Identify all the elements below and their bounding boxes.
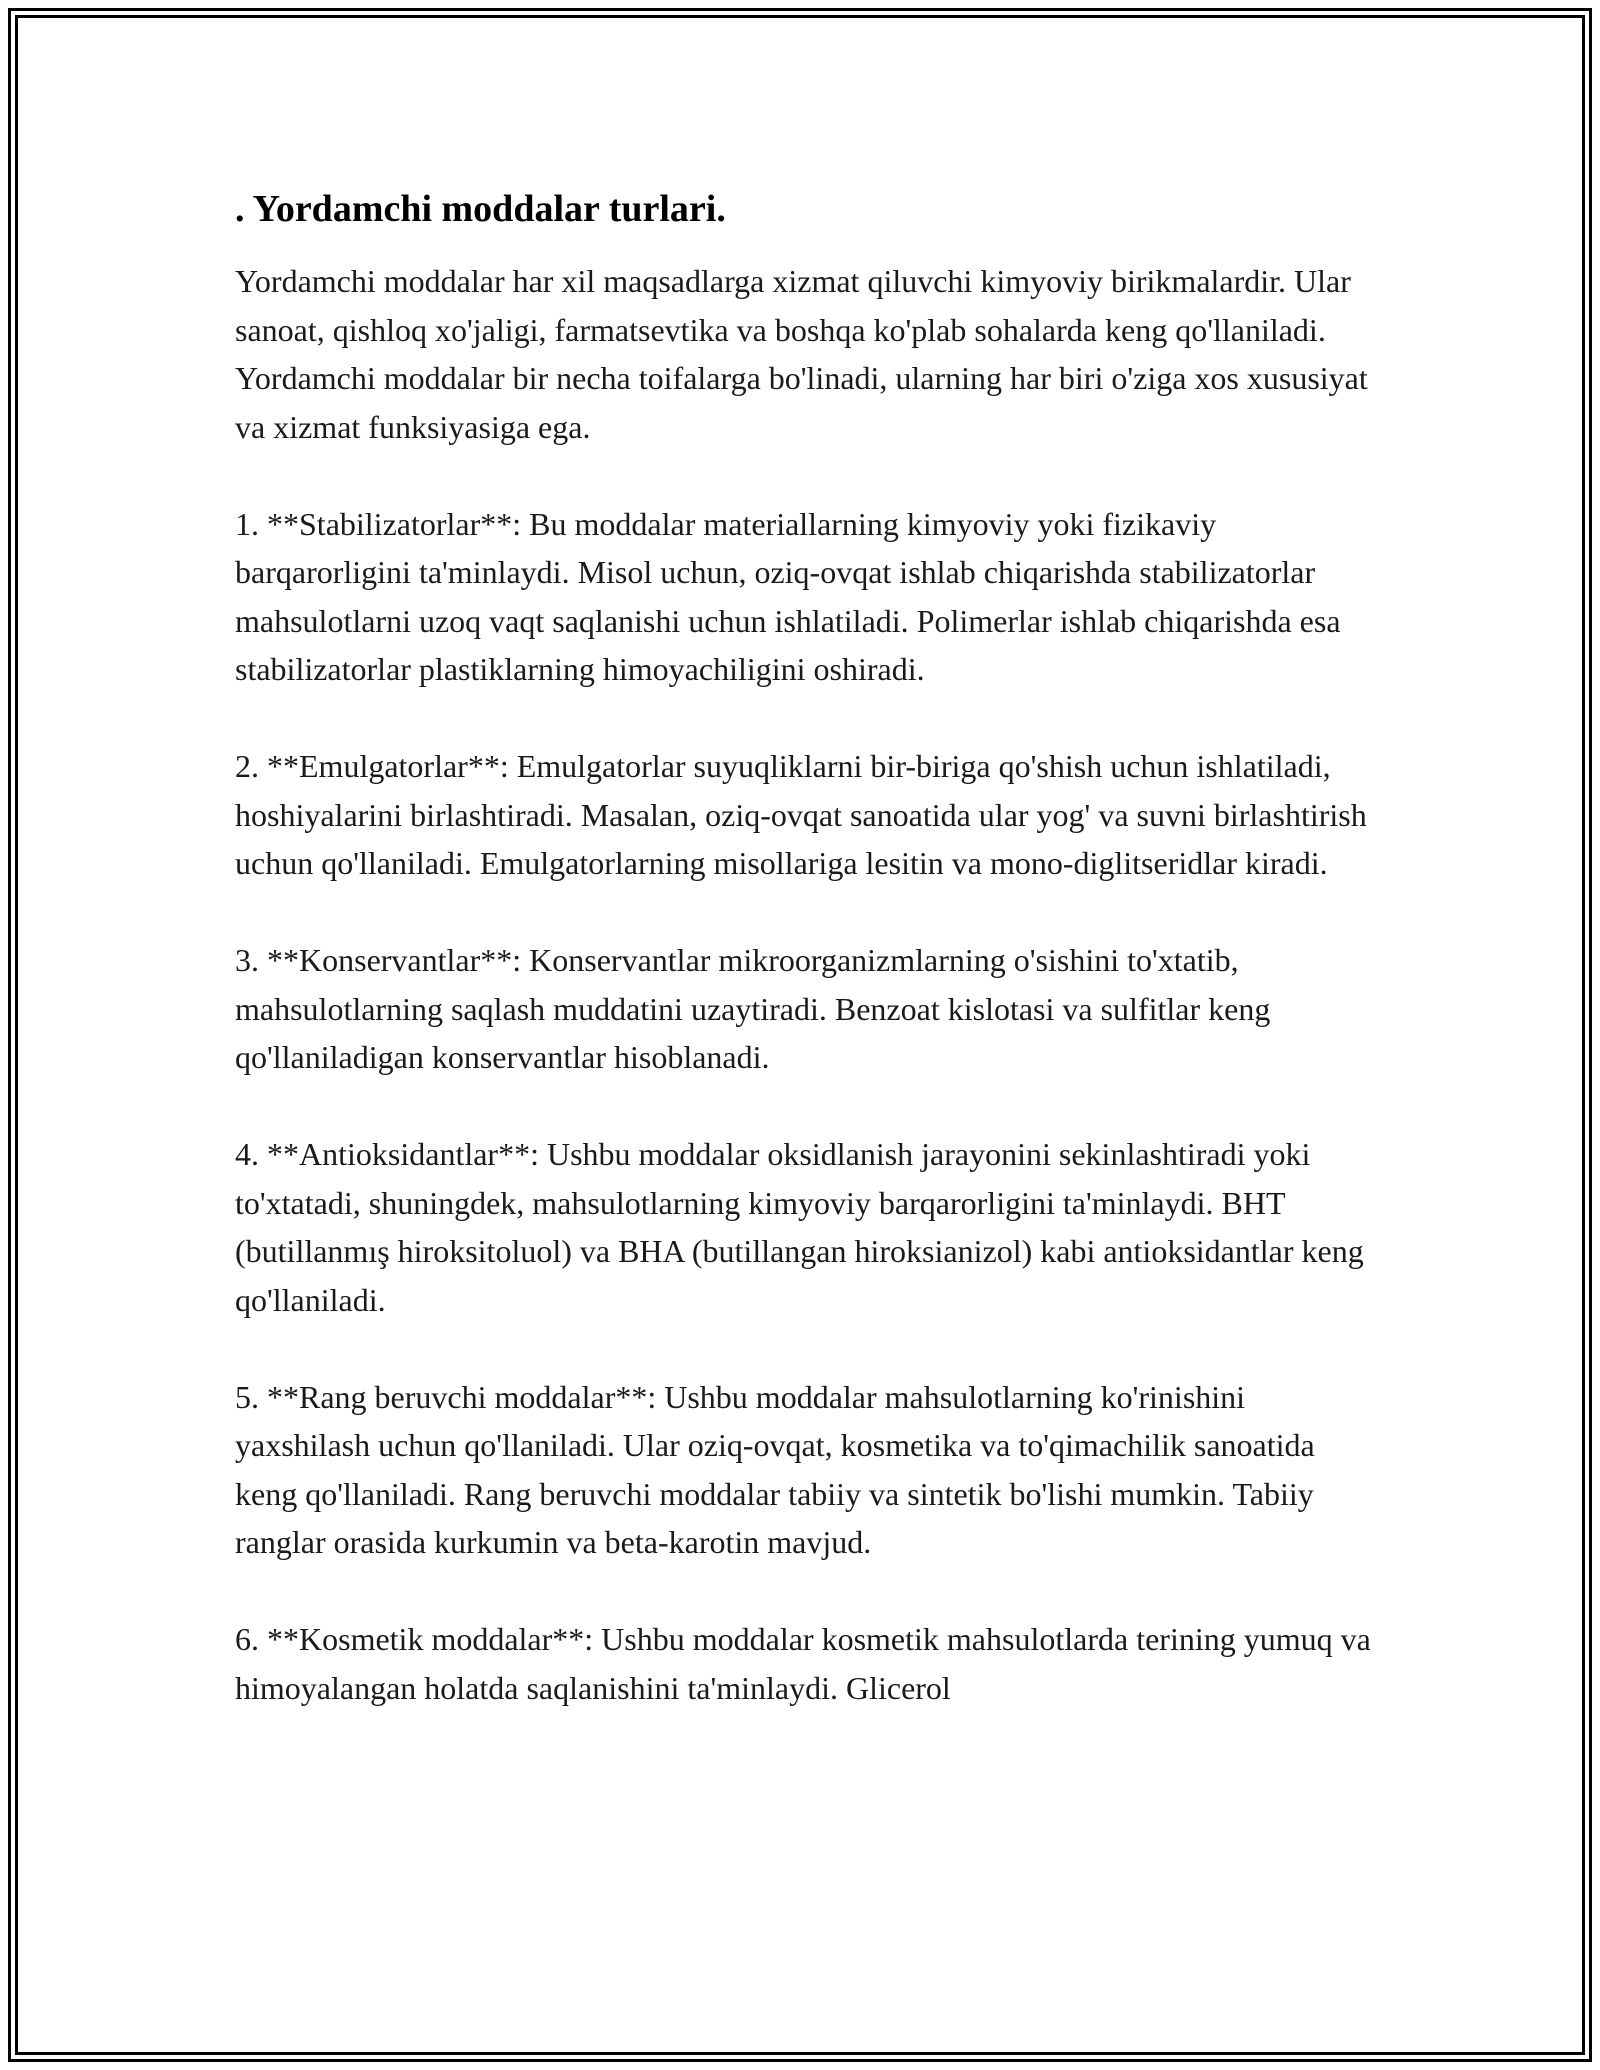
- intro-paragraph: Yordamchi moddalar har xil maqsadlarga xizmat qiluvchi kimyoviy birikmalardir. Ular sanoat, qishloq xo'jaligi, farmatsevtika va boshqa ko'plab sohalarda keng qo'llaniladi. Yordamchi moddalar bir necha toifalarga bo'linadi, ularning har biri o'ziga xos xususiyat va xizmat funksiyasiga ega.: [235, 263, 1368, 445]
- paragraph-colorants: 5. **Rang beruvchi moddalar**: Ushbu moddalar mahsulotlarning ko'rinishini yaxshilash uchun qo'llaniladi. Ular oziq-ovqat, kosmetika va to'qimachilik sanoatida keng qo'llaniladi. Rang beruvchi moddalar tabiiy va sintetik bo'lishi mumkin. Tabiiy ranglar orasida kurkumin va beta-karotin mavjud.: [235, 1378, 1315, 1560]
- paragraph-stabilizers: 1. **Stabilizatorlar**: Bu moddalar materiallarning kimyoviy yoki fizikaviy barqarorligini ta'minlaydi. Misol uchun, oziq-ovqat ishlab chiqarishda stabilizatorlar mahsulotlarni uzoq vaqt saqlanishi uchun ishlatiladi. Polimerlar ishlab chiqarishda esa stabilizatorlar plastiklarning himoyachiligini oshiradi.: [235, 505, 1341, 687]
- document-title: . Yordamchi moddalar turlari.: [235, 188, 726, 230]
- paragraph-antioxidants: 4. **Antioksidantlar**: Ushbu moddalar oksidlanish jarayonini sekinlashtiradi yoki to'xtatadi, shuningdek, mahsulotlarning kimyoviy barqarorligini ta'minlaydi. BHT (butillanmış hiroksitoluol) va BHA (butillangan hiroksianizol) kabi antioksidantlar keng qo'llaniladi.: [235, 1136, 1364, 1318]
- paragraph-cosmetic-agents: 6. **Kosmetik moddalar**: Ushbu moddalar kosmetik mahsulotlarda terining yumuq va himoyalangan holatda saqlanishini ta'minlaydi. Glicerol: [235, 1621, 1371, 1706]
- document-body: [235, 185, 1375, 1761]
- paragraph-preservatives: 3. **Konservantlar**: Konservantlar mikroorganizmlarning o'sishini to'xtatib, mahsulotlarning saqlash muddatini uzaytiradi. Benzoat kislotasi va sulfitlar keng qo'llaniladigan konservantlar hisoblanadi.: [235, 942, 1271, 1075]
- paragraph-emulsifiers: 2. **Emulgatorlar**: Emulgatorlar suyuqliklarni bir-biriga qo'shish uchun ishlatiladi, hoshiyalarini birlashtiradi. Masalan, oziq-ovqat sanoatida ular yog' va suvni birlashtirish uchun qo'llaniladi. Emulgatorlarning misollariga lesitin va mono-diglitseridlar kiradi.: [235, 748, 1367, 881]
